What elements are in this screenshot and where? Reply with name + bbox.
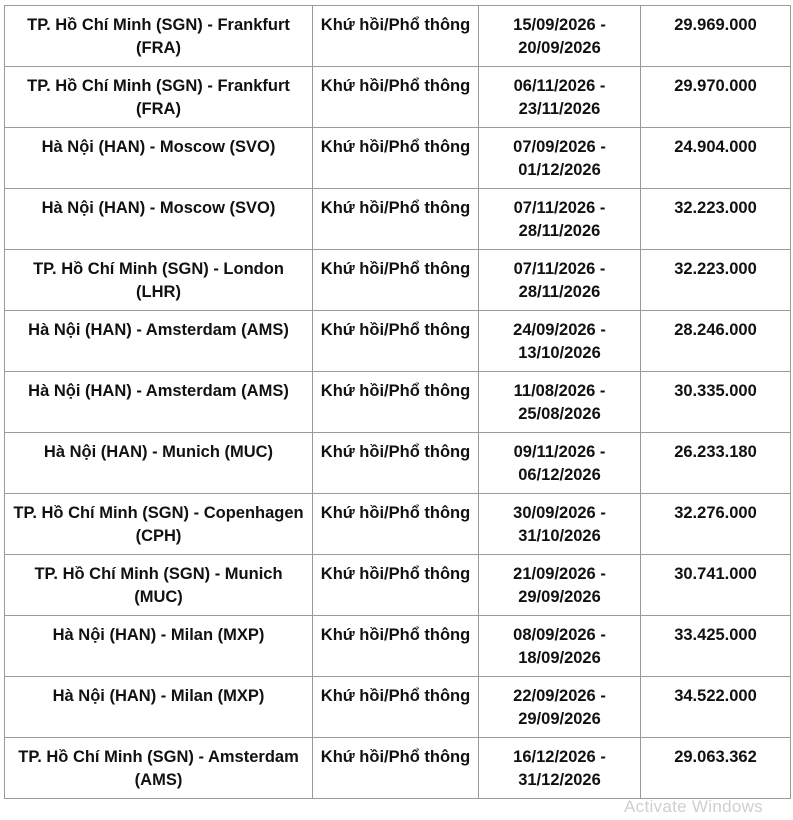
table-row xyxy=(5,372,791,433)
travel-dates-cell: 08/09/2026 - 18/09/2026 xyxy=(479,616,641,677)
table-row xyxy=(5,677,791,738)
route-cell: TP. Hồ Chí Minh (SGN) - Copenhagen (CPH) xyxy=(5,494,313,555)
route-cell: Hà Nội (HAN) - Moscow (SVO) xyxy=(5,128,313,189)
route-cell: TP. Hồ Chí Minh (SGN) - Frankfurt (FRA) xyxy=(5,6,313,67)
ticket-type-cell: Khứ hồi/Phổ thông xyxy=(313,128,479,189)
price-cell: 26.233.180 xyxy=(641,433,791,494)
travel-dates-cell: 07/09/2026 - 01/12/2026 xyxy=(479,128,641,189)
route-cell: TP. Hồ Chí Minh (SGN) - London (LHR) xyxy=(5,250,313,311)
route-cell: Hà Nội (HAN) - Amsterdam (AMS) xyxy=(5,372,313,433)
ticket-type-cell: Khứ hồi/Phổ thông xyxy=(313,738,479,799)
travel-dates-cell: 16/12/2026 - 31/12/2026 xyxy=(479,738,641,799)
price-cell: 33.425.000 xyxy=(641,616,791,677)
price-cell: 32.223.000 xyxy=(641,189,791,250)
travel-dates-cell: 21/09/2026 - 29/09/2026 xyxy=(479,555,641,616)
price-cell: 30.335.000 xyxy=(641,372,791,433)
travel-dates-cell: 06/11/2026 - 23/11/2026 xyxy=(479,67,641,128)
table-row xyxy=(5,128,791,189)
route-cell: TP. Hồ Chí Minh (SGN) - Munich (MUC) xyxy=(5,555,313,616)
table-row xyxy=(5,189,791,250)
route-cell: Hà Nội (HAN) - Munich (MUC) xyxy=(5,433,313,494)
travel-dates-cell: 15/09/2026 - 20/09/2026 xyxy=(479,6,641,67)
travel-dates-cell: 07/11/2026 - 28/11/2026 xyxy=(479,250,641,311)
table-row xyxy=(5,6,791,67)
ticket-type-cell: Khứ hồi/Phổ thông xyxy=(313,311,479,372)
travel-dates-cell: 30/09/2026 - 31/10/2026 xyxy=(479,494,641,555)
activate-windows-watermark: Activate Windows xyxy=(624,797,763,816)
ticket-type-cell: Khứ hồi/Phổ thông xyxy=(313,372,479,433)
table-row xyxy=(5,250,791,311)
price-cell: 29.970.000 xyxy=(641,67,791,128)
travel-dates-cell: 07/11/2026 - 28/11/2026 xyxy=(479,189,641,250)
route-cell: Hà Nội (HAN) - Moscow (SVO) xyxy=(5,189,313,250)
travel-dates-cell: 24/09/2026 - 13/10/2026 xyxy=(479,311,641,372)
travel-dates-cell: 09/11/2026 - 06/12/2026 xyxy=(479,433,641,494)
fare-table xyxy=(4,5,791,799)
route-cell: TP. Hồ Chí Minh (SGN) - Amsterdam (AMS) xyxy=(5,738,313,799)
price-cell: 28.246.000 xyxy=(641,311,791,372)
fare-table-body xyxy=(5,6,791,799)
route-cell: Hà Nội (HAN) - Milan (MXP) xyxy=(5,677,313,738)
table-row xyxy=(5,738,791,799)
price-cell: 30.741.000 xyxy=(641,555,791,616)
route-cell: TP. Hồ Chí Minh (SGN) - Frankfurt (FRA) xyxy=(5,67,313,128)
travel-dates-cell: 11/08/2026 - 25/08/2026 xyxy=(479,372,641,433)
table-row xyxy=(5,555,791,616)
price-cell: 32.276.000 xyxy=(641,494,791,555)
ticket-type-cell: Khứ hồi/Phổ thông xyxy=(313,433,479,494)
route-cell: Hà Nội (HAN) - Milan (MXP) xyxy=(5,616,313,677)
table-row xyxy=(5,433,791,494)
table-row xyxy=(5,494,791,555)
ticket-type-cell: Khứ hồi/Phổ thông xyxy=(313,189,479,250)
price-cell: 29.969.000 xyxy=(641,6,791,67)
table-row xyxy=(5,616,791,677)
price-cell: 32.223.000 xyxy=(641,250,791,311)
ticket-type-cell: Khứ hồi/Phổ thông xyxy=(313,616,479,677)
ticket-type-cell: Khứ hồi/Phổ thông xyxy=(313,555,479,616)
ticket-type-cell: Khứ hồi/Phổ thông xyxy=(313,67,479,128)
table-row xyxy=(5,311,791,372)
route-cell: Hà Nội (HAN) - Amsterdam (AMS) xyxy=(5,311,313,372)
travel-dates-cell: 22/09/2026 - 29/09/2026 xyxy=(479,677,641,738)
price-cell: 34.522.000 xyxy=(641,677,791,738)
ticket-type-cell: Khứ hồi/Phổ thông xyxy=(313,250,479,311)
table-row xyxy=(5,67,791,128)
price-cell: 24.904.000 xyxy=(641,128,791,189)
price-cell: 29.063.362 xyxy=(641,738,791,799)
ticket-type-cell: Khứ hồi/Phổ thông xyxy=(313,677,479,738)
ticket-type-cell: Khứ hồi/Phổ thông xyxy=(313,6,479,67)
ticket-type-cell: Khứ hồi/Phổ thông xyxy=(313,494,479,555)
